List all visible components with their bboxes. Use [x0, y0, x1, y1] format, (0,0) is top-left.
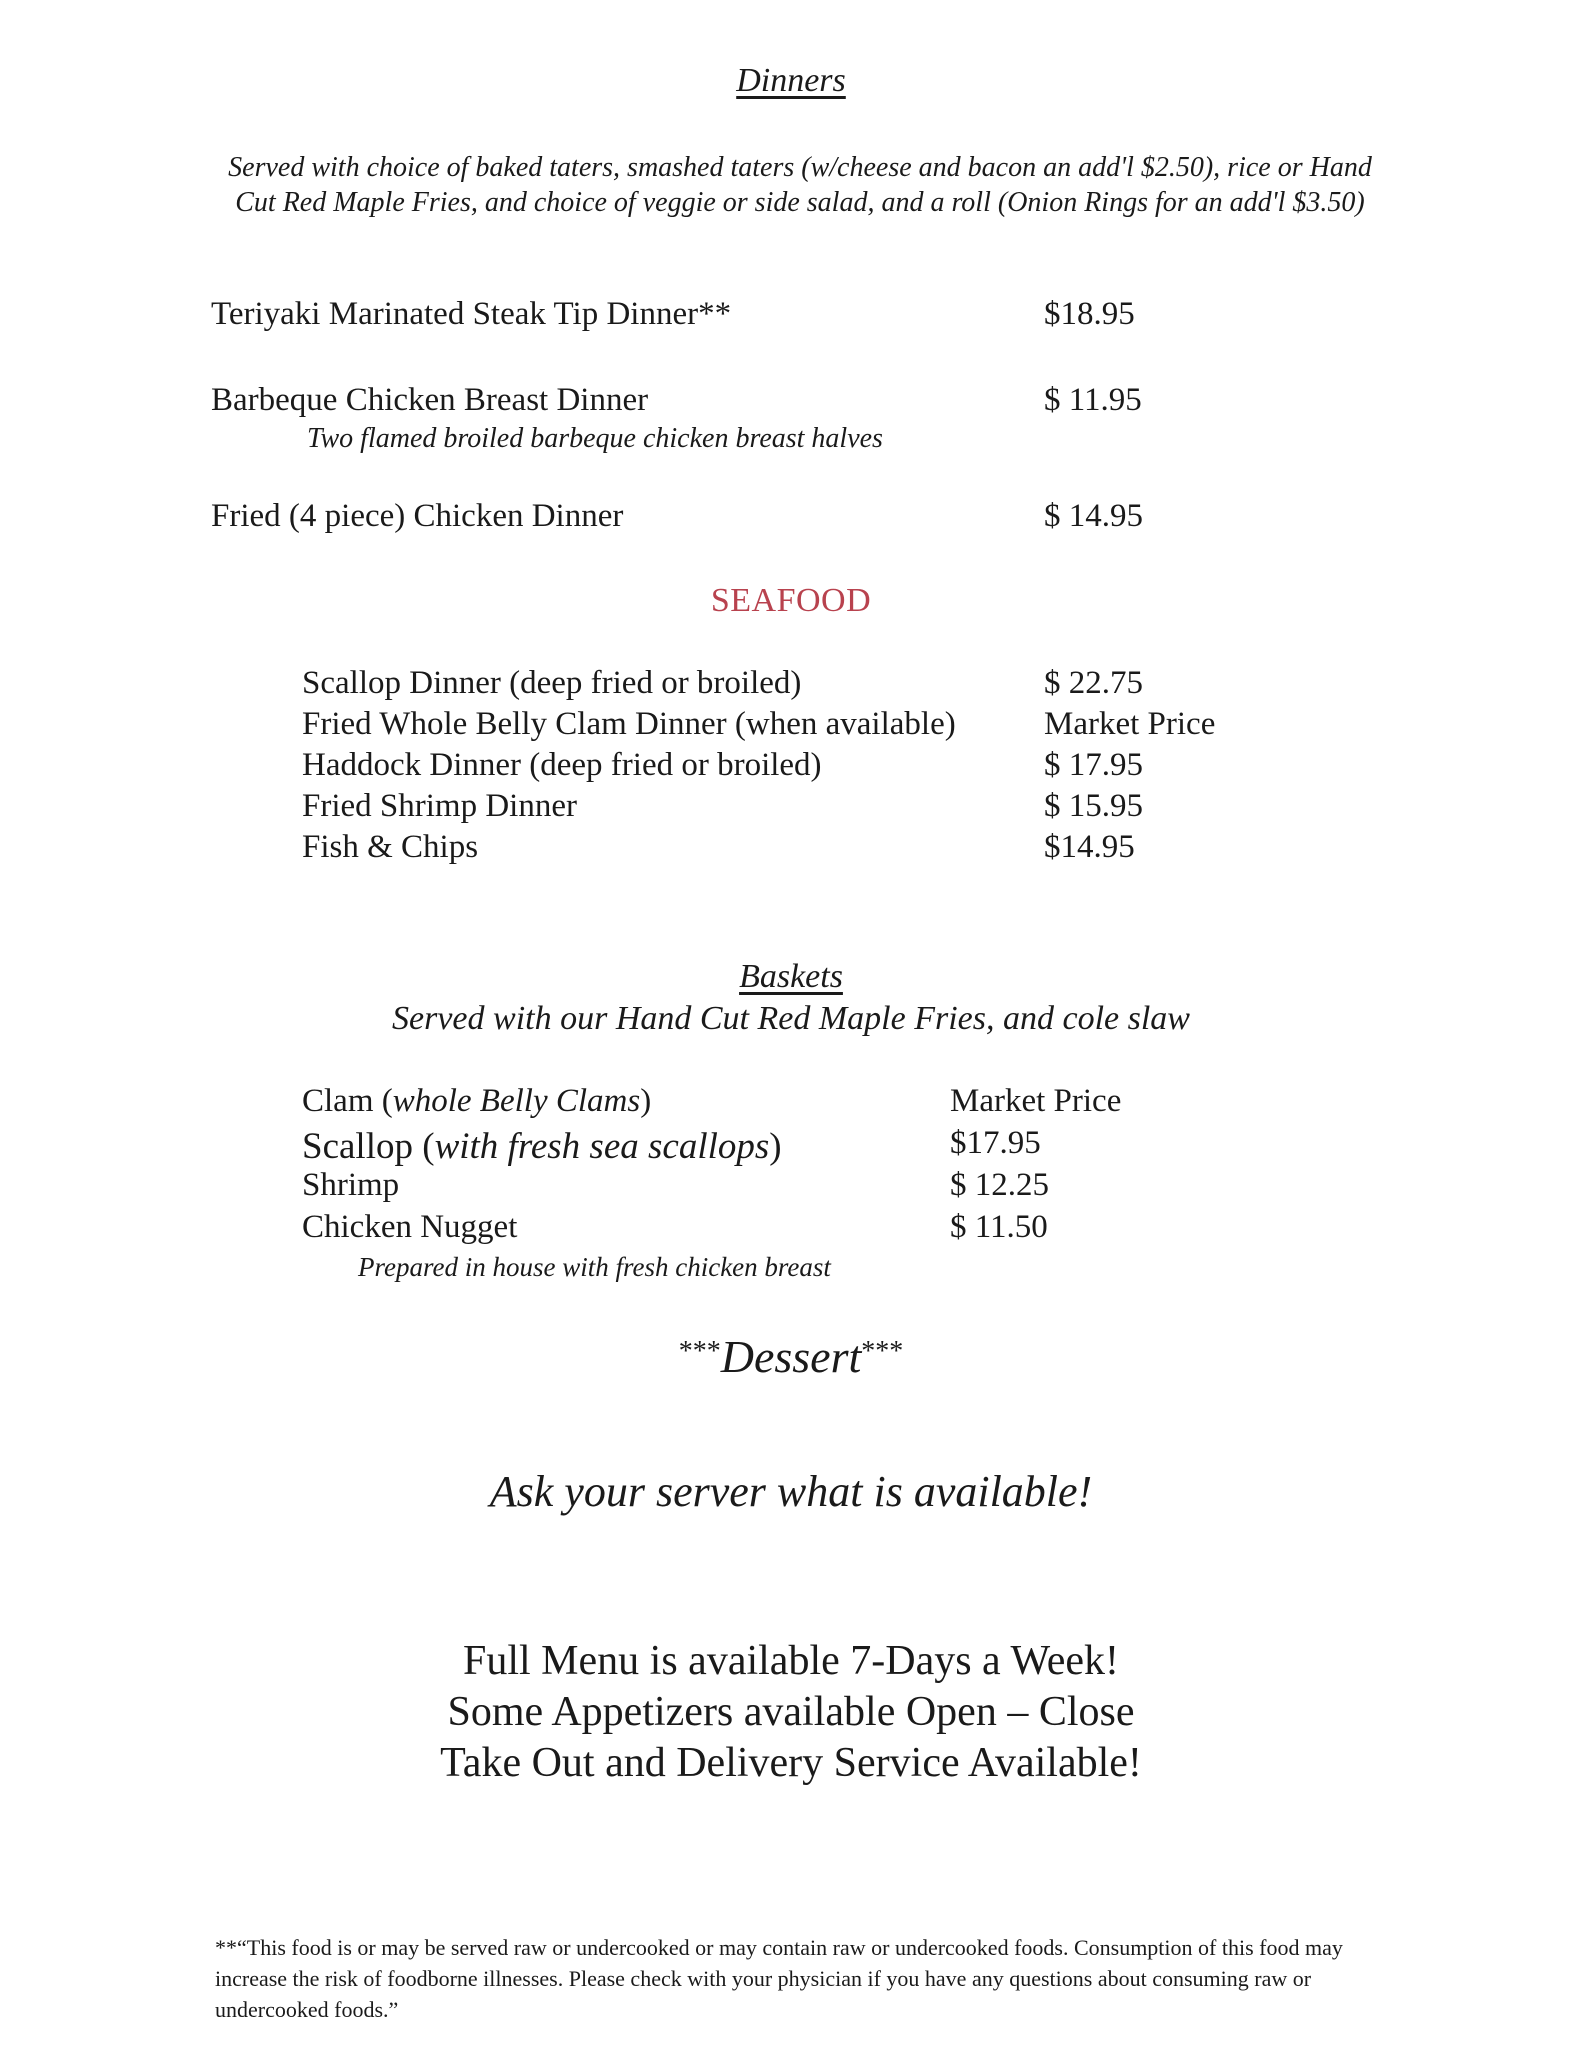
- dessert-heading: [0, 1330, 1582, 1383]
- basket-item: [302, 1209, 1302, 1251]
- dinner-item-description: Two flamed broiled barbeque chicken breast halves: [307, 423, 883, 454]
- seafood-item-price: $ 22.75: [1044, 665, 1143, 701]
- baskets-subtitle: Served with our Hand Cut Red Maple Fries, and cole slaw: [392, 1000, 1190, 1037]
- stars-right: ***: [861, 1336, 904, 1367]
- seafood-item-price: $ 17.95: [1044, 747, 1143, 783]
- basket-item-name: Shrimp: [302, 1167, 400, 1203]
- dinner-item-price: $ 14.95: [1044, 498, 1143, 534]
- dessert-ask-text: Ask your server what is available!: [489, 1467, 1093, 1516]
- basket-item-price: $ 12.25: [950, 1167, 1049, 1203]
- food-safety-disclaimer: **“This food is or may be served raw or undercooked or may contain raw or undercooked foods. Consumption of this food may increase the risk of foodborne illnesses. Please check with your physician if you have any questions about consuming raw or undercooked foods.”: [215, 1935, 1343, 2022]
- seafood-item-name: Haddock Dinner (deep fried or broiled): [302, 747, 822, 783]
- stars-left: ***: [678, 1336, 721, 1367]
- basket-item: [302, 1167, 1302, 1209]
- basket-item-close: ): [769, 1126, 782, 1167]
- seafood-item: [302, 829, 1302, 870]
- notice-line: Full Menu is available 7-Days a Week!: [462, 1638, 1119, 1684]
- basket-item: [302, 1125, 1302, 1167]
- dinner-item-name: Barbeque Chicken Breast Dinner: [211, 382, 649, 418]
- seafood-item-name: Fried Whole Belly Clam Dinner (when available): [302, 706, 956, 742]
- basket-item-label: Clam (: [302, 1083, 393, 1119]
- basket-item-price: $ 11.50: [950, 1209, 1048, 1245]
- basket-item-close: ): [640, 1083, 652, 1119]
- basket-item-name: [302, 1083, 651, 1120]
- availability-notice: [0, 1636, 1582, 1789]
- basket-item-detail: whole Belly Clams: [392, 1083, 641, 1119]
- basket-item-name: Chicken Nugget: [302, 1209, 518, 1245]
- baskets-heading: Baskets: [739, 958, 843, 995]
- basket-item-price: Market Price: [950, 1083, 1122, 1119]
- dinners-intro: Served with choice of baked taters, smashed taters (w/cheese and bacon an add'l $2.50), rice or Hand Cut Red Maple Fries, and choice of veggie or side salad, and a roll (Onion Rings for an add'l $3.50): [228, 152, 1372, 218]
- dinner-item-name: Teriyaki Marinated Steak Tip Dinner**: [211, 296, 732, 332]
- seafood-item: [302, 706, 1302, 747]
- seafood-item-price: $ 15.95: [1044, 788, 1143, 824]
- baskets-list: [302, 1083, 1302, 1251]
- dessert-title: Dessert: [720, 1331, 862, 1382]
- seafood-item: [302, 788, 1302, 829]
- basket-item-label: Scallop (: [302, 1126, 435, 1167]
- seafood-item-name: Scallop Dinner (deep fried or broiled): [302, 665, 802, 701]
- seafood-heading: SEAFOOD: [710, 582, 872, 619]
- seafood-list: [302, 665, 1302, 870]
- notice-line: Take Out and Delivery Service Available!: [440, 1740, 1142, 1786]
- basket-item-detail: with fresh sea scallops: [434, 1126, 770, 1167]
- notice-line: Some Appetizers available Open – Close: [447, 1689, 1135, 1735]
- seafood-item: [302, 665, 1302, 706]
- basket-item: [302, 1083, 1302, 1125]
- seafood-item: [302, 747, 1302, 788]
- basket-item-name: [302, 1125, 782, 1168]
- dinner-item-price: $18.95: [1044, 296, 1135, 332]
- dinner-item-name: Fried (4 piece) Chicken Dinner: [211, 498, 624, 534]
- basket-item-price: $17.95: [950, 1125, 1041, 1161]
- seafood-item-price: Market Price: [1044, 706, 1216, 742]
- dinners-heading: Dinners: [736, 62, 846, 99]
- seafood-item-name: Fish & Chips: [302, 829, 479, 865]
- seafood-item-price: $14.95: [1044, 829, 1135, 865]
- basket-item-note: Prepared in house with fresh chicken breast: [358, 1252, 831, 1282]
- dinner-item-price: $ 11.95: [1044, 382, 1142, 418]
- seafood-item-name: Fried Shrimp Dinner: [302, 788, 577, 824]
